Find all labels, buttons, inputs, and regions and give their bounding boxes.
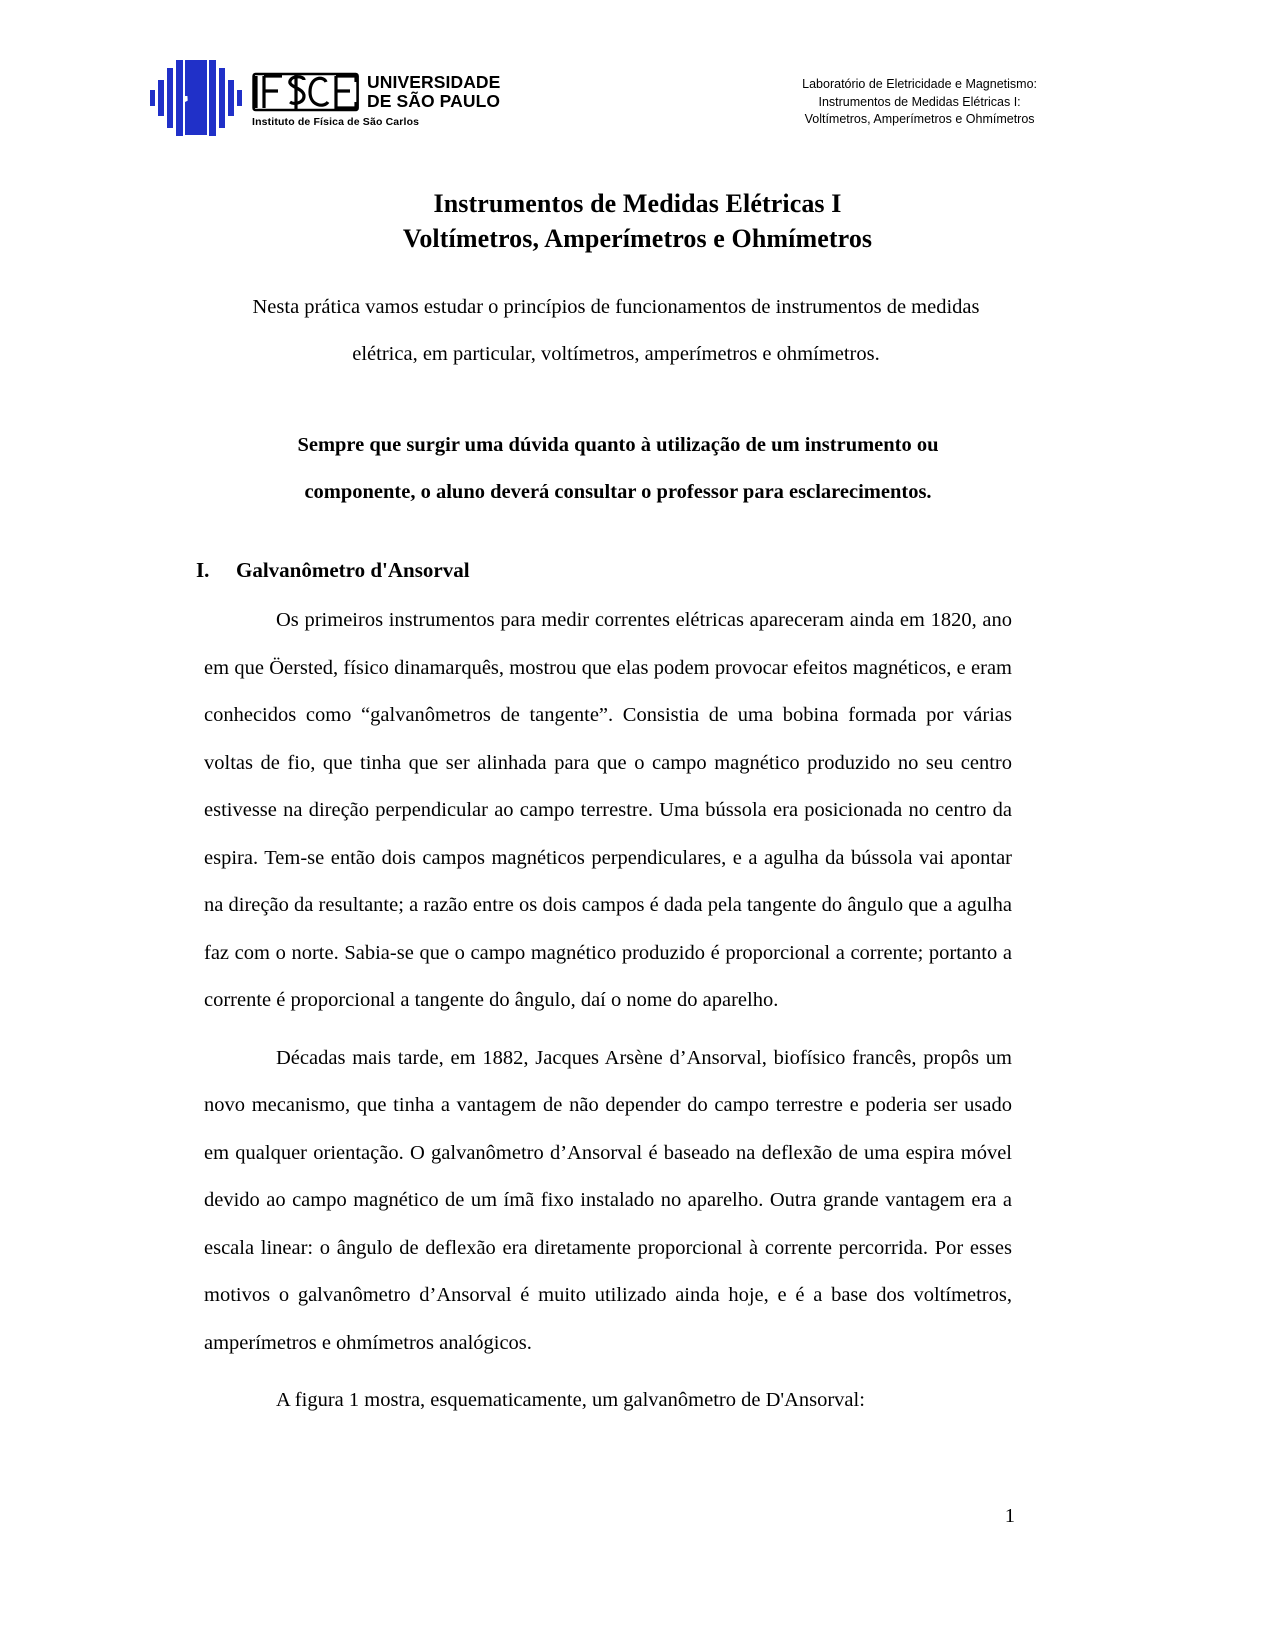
header-line-1: Laboratório de Eletricidade e Magnetismo: bbox=[802, 77, 1037, 91]
section-heading-galvanometro bbox=[196, 558, 1012, 583]
section-title: Galvanômetro d'Ansorval bbox=[236, 558, 470, 582]
usp-logo-text bbox=[252, 70, 500, 128]
header-line-2: Instrumentos de Medidas Elétricas I: bbox=[818, 94, 1021, 109]
section-number: I. bbox=[196, 558, 210, 582]
usp-logo-icon bbox=[148, 56, 244, 140]
institute-name: Instituto de Física de São Carlos bbox=[252, 116, 420, 128]
ifsc-monogram-icon bbox=[252, 72, 360, 112]
warning-paragraph: Sempre que surgir uma dúvida quanto à utilização de um instrumento ou componente, o aluno deverá consultar o professor para esclarecimentos. bbox=[297, 434, 939, 503]
body-paragraph-1: Os primeiros instrumentos para medir correntes elétricas apareceram ainda em 1820, ano em que Öersted, físico dinamarquês, mostrou que elas podem provocar efeitos magnéticos, e eram conhecidos como “galvanômetros de tangente”. Consistia de uma bobina formada por várias voltas de fio, que tinha que ser alinhada para que o campo magnético produzido no seu centro estivesse na direção perpendicular ao campo terrestre. Uma bússola era posicionada no centro da espira. Tem-se então dois campos magnéticos perpendiculares, e a agulha da bússola vai apontar na direção da resultante; a razão entre os dois campos é dada pela tangente do ângulo que a agulha faz com o norte. Sabia-se que o campo magnético produzido é proporcional a corrente; portanto a corrente é proporcional a tangente do ângulo, daí o nome do aparelho. bbox=[204, 609, 1012, 1011]
body-paragraph-3: A figura 1 mostra, esquematicamente, um galvanômetro de D'Ansorval: bbox=[276, 1389, 865, 1411]
header-line-3: Voltímetros, Amperímetros e Ohmímetros bbox=[804, 112, 1035, 126]
page-number: 1 bbox=[1004, 1505, 1015, 1527]
body-paragraph-2: Décadas mais tarde, em 1882, Jacques Arsène d’Ansorval, biofísico francês, propôs um novo mecanismo, que tinha a vantagem de não depender do campo terrestre e poderia ser usado em qualquer orientação. O galvanômetro d’Ansorval é baseado na deflexão de uma espira móvel devido ao campo magnético de um ímã fixo instalado no aparelho. Outra grande vantagem era a escala linear: o ângulo de deflexão era diretamente proporcional à corrente percorrida. Por esses motivos o galvanômetro d’Ansorval é muito utilizado ainda hoje, e é a base dos voltímetros, amperímetros e ohmímetros analógicos. bbox=[204, 1046, 1012, 1354]
title-line-2: Voltímetros, Amperímetros e Ohmímetros bbox=[402, 224, 873, 253]
usp-ifsc-logo bbox=[148, 56, 500, 140]
page-header bbox=[0, 48, 1275, 158]
university-name: UNIVERSIDADE DE SÃO PAULO bbox=[367, 72, 501, 111]
intro-paragraph: Nesta prática vamos estudar o princípios de funcionamentos de instrumentos de medidas elétrica, em particular, voltímetros, amperímetros e ohmímetros. bbox=[252, 296, 980, 365]
title-line-1: Instrumentos de Medidas Elétricas I bbox=[433, 189, 842, 218]
header-subject-lines bbox=[802, 76, 1037, 129]
document-content bbox=[196, 284, 1012, 1425]
page-title bbox=[0, 186, 1275, 256]
